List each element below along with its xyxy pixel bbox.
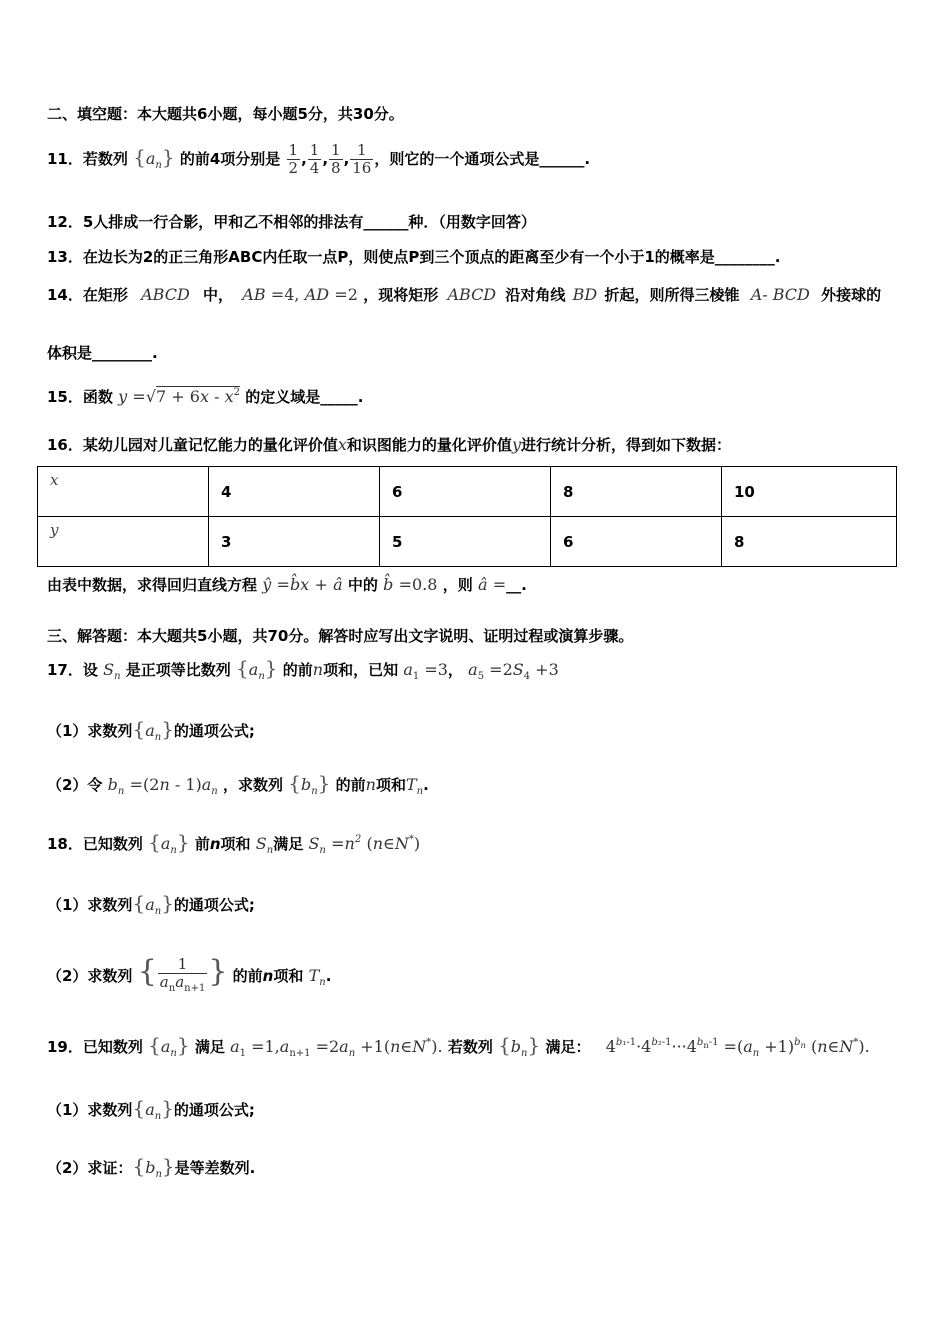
question-17-part-2: （2）令 $b_n =(2n - 1)a_n$ ，求数列 $\{b_n\}$ 的前n项和$T_n$. [47, 771, 429, 797]
table-cell: 3 [209, 517, 380, 567]
question-16: 16．某幼儿园对儿童记忆能力的量化评价值x和识图能力的量化评价值y进行统计分析，得到如下数据： [47, 435, 731, 454]
table-cell: 10 [722, 467, 897, 517]
question-15: 15．函数 $y =√7 + 6x - x^2$ 的定义域是_____. [47, 387, 364, 406]
question-16-regression: 由表中数据，求得回归直线方程 ŷ =b̂x + â 中的 b̂ =0.8 ，则 â =__. [47, 575, 527, 594]
question-18-part-2: （2）求数列 { $\frac{1}{a_na_{n+1}}$ } 的前n项和 $T_n$. [47, 954, 332, 994]
table-cell: 5 [380, 517, 551, 567]
table-row [38, 467, 897, 517]
table-header-x: x [38, 467, 209, 517]
question-13: 13．在边长为2的正三角形ABC内任取一点P，则使点P到三个顶点的距离至少有一个小于1的概率是________. [47, 248, 781, 266]
table-header-y: y [38, 517, 209, 567]
table-cell: 6 [551, 517, 722, 567]
question-11: 11．若数列 $\{a_n\}$ 的前4项分别是 $\frac{1}{2}$ , $\frac{1}{4}$ , $\frac{1}{8}$ , $\frac{1}{16}$ ，则它的一个通项公式是______. [47, 141, 591, 177]
question-17-part-1: （1）求数列$\{a_n\}$的通项公式; [47, 717, 255, 743]
question-19-part-1: （1）求数列$\{a_n\}$的通项公式; [47, 1096, 255, 1122]
section-3-heading: 三、解答题：本大题共5小题，共70分。解答时应写出文字说明、证明过程或演算步骤。 [47, 627, 634, 645]
data-table [37, 466, 897, 567]
question-19-part-2: （2）求证：$\{b_n\}$是等差数列. [47, 1154, 256, 1180]
table-cell: 6 [380, 467, 551, 517]
question-18: 18．已知数列 $\{a_n\}$ 前n项和 $S_n$满足 $S_n =n^2$ (n∈N*) [47, 830, 421, 856]
question-14-cont: 体积是________. [47, 344, 158, 362]
table-row [38, 517, 897, 567]
question-17: 17．设 $S_n$ 是正项等比数列 $\{a_n\}$ 的前n项和，已知 $a_1 =3$， $a_5 =2S_4 +3$ [47, 656, 559, 682]
question-14: 14．在矩形 ABCD 中， AB =4, AD =2 ，现将矩形 ABCD 沿对角线 BD 折起，则所得三棱锥 A- BCD 外接球的 [47, 285, 882, 304]
question-12: 12．5人排成一行合影，甲和乙不相邻的排法有______种．（用数字回答） [47, 213, 536, 231]
question-19: 19．已知数列 $\{a_n\}$ 满足 $a_1 =1,a_{n+1} =2a_n$ +1(n∈N*). 若数列 $\{b_n\}$ 满足： $4^{b_1-1}\cdot 4^{b_2-1}\cdot\cdot\cdot 4^{b_n-1} =(a_n +1)^{b_n}$ (n∈N*). [47, 1033, 870, 1059]
question-18-part-1: （1）求数列$\{a_n\}$的通项公式; [47, 891, 255, 917]
section-2-heading: 二、填空题：本大题共6小题，每小题5分，共30分。 [47, 105, 404, 123]
table-cell: 8 [722, 517, 897, 567]
table-cell: 4 [209, 467, 380, 517]
table-cell: 8 [551, 467, 722, 517]
